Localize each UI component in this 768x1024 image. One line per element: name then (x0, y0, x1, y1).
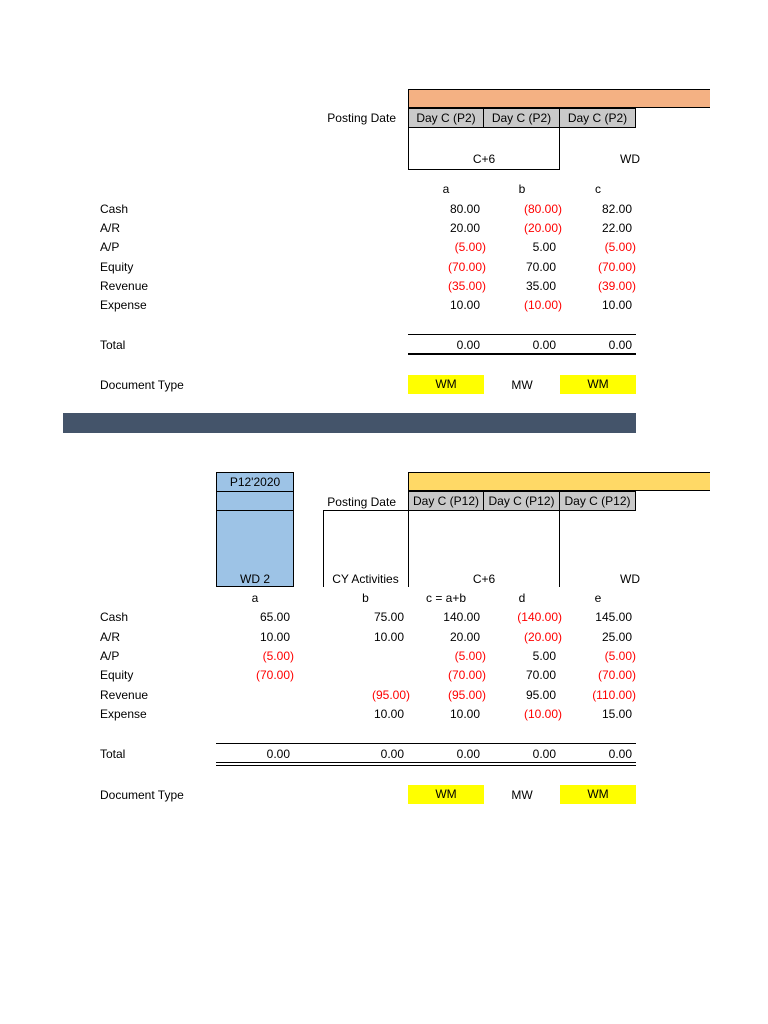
top-header-1: Day C (P2) (408, 108, 484, 128)
top-cell: 5.00 (532, 240, 556, 254)
bottom-col-letter: c = a+b (425, 591, 467, 605)
bottom-total-label: Total (100, 747, 126, 761)
top-row-label: Cash (100, 202, 129, 216)
bottom-doc-type-1: WM (408, 785, 484, 804)
bottom-total-top-border (216, 743, 636, 744)
top-doc-type-2: MW (511, 378, 533, 392)
bottom-group-label-1: C+6 (472, 572, 496, 586)
top-cell: (5.00) (454, 240, 486, 254)
bottom-gold-band (408, 472, 710, 491)
top-cell: 80.00 (449, 202, 480, 216)
top-cell: 10.00 (449, 298, 480, 312)
bottom-cell: (5.00) (604, 649, 636, 663)
top-cell: (70.00) (447, 260, 486, 274)
top-group-label-1: C+6 (472, 152, 496, 166)
bottom-total-double-border (216, 762, 636, 766)
top-doc-type-1: WM (408, 375, 484, 394)
bottom-period-label: P12'2020 (216, 472, 294, 492)
section-divider (63, 413, 636, 433)
top-header-3: Day C (P2) (560, 108, 636, 128)
bottom-cy-label: CY Activities (332, 572, 399, 586)
bottom-total: 0.00 (380, 747, 404, 761)
bottom-cell: 75.00 (373, 610, 404, 624)
bottom-row-label: Cash (100, 610, 129, 624)
top-total: 0.00 (532, 338, 556, 352)
bottom-row-label: Revenue (100, 688, 149, 702)
top-cell: 35.00 (525, 279, 556, 293)
top-col-letter-c: c (595, 182, 601, 196)
bottom-row-label: A/P (100, 649, 120, 663)
bottom-cell: (95.00) (371, 688, 410, 702)
bottom-total: 0.00 (456, 747, 480, 761)
bottom-cell: (20.00) (523, 630, 562, 644)
bottom-cell: 5.00 (532, 649, 556, 663)
bottom-row-label: A/R (100, 630, 121, 644)
bottom-period-row2 (216, 491, 294, 511)
top-doc-type-3: WM (560, 375, 636, 394)
bottom-cell: 25.00 (601, 630, 632, 644)
top-cell: 82.00 (601, 202, 632, 216)
bottom-cell: 10.00 (373, 707, 404, 721)
top-total-label: Total (100, 338, 126, 352)
bottom-col-letter: b (362, 591, 369, 605)
top-cell: (35.00) (447, 279, 486, 293)
top-group-label-2: WD (620, 152, 640, 166)
top-posting-date-label: Posting Date (327, 111, 396, 125)
bottom-cell: 20.00 (449, 630, 480, 644)
bottom-cell: 15.00 (601, 707, 632, 721)
top-cell: (5.00) (604, 240, 636, 254)
top-row-label: Revenue (100, 279, 149, 293)
top-header-2: Day C (P2) (484, 108, 560, 128)
top-col-letter-a: a (442, 182, 450, 196)
bottom-cell: 145.00 (595, 610, 632, 624)
bottom-cell: 10.00 (259, 630, 290, 644)
bottom-cell: 70.00 (525, 668, 556, 682)
bottom-cell: 140.00 (443, 610, 480, 624)
bottom-col-letter: e (594, 591, 602, 605)
bottom-col-letter: d (518, 591, 526, 605)
top-total: 0.00 (456, 338, 480, 352)
bottom-doc-type-3: WM (560, 785, 636, 804)
bottom-cell: (5.00) (454, 649, 486, 663)
top-row-label: A/R (100, 221, 121, 235)
bottom-header-2: Day C (P12) (484, 491, 560, 511)
top-cell: 70.00 (525, 260, 556, 274)
bottom-total: 0.00 (266, 747, 290, 761)
bottom-wd-label: WD 2 (240, 572, 270, 586)
top-cell: (70.00) (597, 260, 636, 274)
top-cell: (20.00) (523, 221, 562, 235)
top-cell: (39.00) (597, 279, 636, 293)
top-total-bottom-border (408, 353, 636, 355)
bottom-cell: (70.00) (447, 668, 486, 682)
bottom-cell: 95.00 (525, 688, 556, 702)
bottom-cell: 65.00 (259, 610, 290, 624)
bottom-cell: (5.00) (262, 649, 294, 663)
bottom-row-label: Equity (100, 668, 134, 682)
top-total-top-border (408, 334, 636, 335)
top-doc-type-label: Document Type (100, 378, 184, 392)
top-total: 0.00 (608, 338, 632, 352)
bottom-cell: (10.00) (523, 707, 562, 721)
bottom-total: 0.00 (608, 747, 632, 761)
bottom-posting-date-label: Posting Date (327, 495, 396, 509)
bottom-doc-type-label: Document Type (100, 788, 184, 802)
bottom-cell: (140.00) (517, 610, 562, 624)
bottom-total: 0.00 (532, 747, 556, 761)
bottom-cell: (70.00) (255, 668, 294, 682)
bottom-cell: (95.00) (447, 688, 486, 702)
bottom-row-label: Expense (100, 707, 147, 721)
bottom-group-label-2: WD (620, 572, 640, 586)
bottom-cell: 10.00 (449, 707, 480, 721)
top-cell: 10.00 (601, 298, 632, 312)
top-cell: (10.00) (523, 298, 562, 312)
top-cell: 20.00 (449, 221, 480, 235)
bottom-col-letter: a (251, 591, 259, 605)
bottom-doc-type-2: MW (511, 788, 533, 802)
top-row-label: A/P (100, 240, 120, 254)
top-cell: 22.00 (601, 221, 632, 235)
top-col-letter-b: b (518, 182, 526, 196)
bottom-cell: (110.00) (592, 688, 636, 702)
top-orange-band (408, 89, 710, 108)
bottom-cell: (70.00) (597, 668, 636, 682)
bottom-cell: 10.00 (373, 630, 404, 644)
bottom-header-1: Day C (P12) (408, 491, 484, 511)
top-cell: (80.00) (523, 202, 562, 216)
bottom-header-3: Day C (P12) (560, 491, 636, 511)
top-row-label: Equity (100, 260, 134, 274)
top-row-label: Expense (100, 298, 147, 312)
